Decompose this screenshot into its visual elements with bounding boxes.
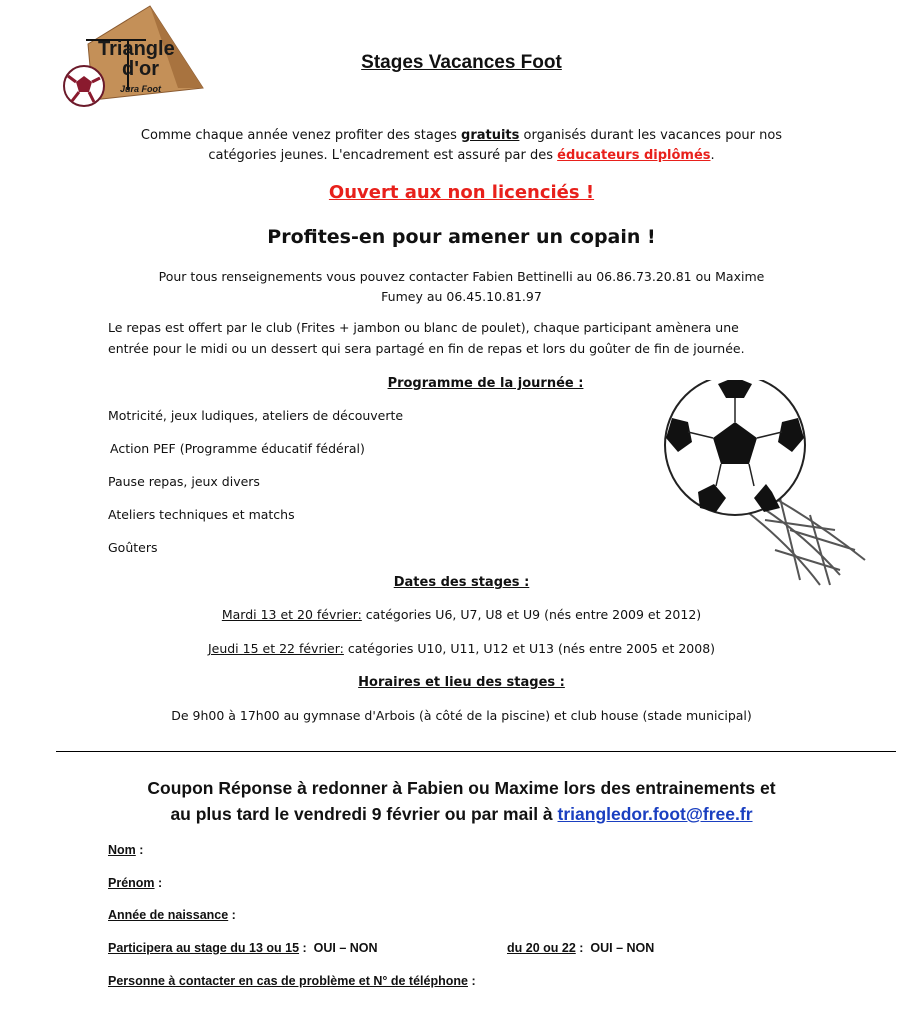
program-item: Pause repas, jeux divers (108, 474, 260, 489)
form-field-participation-1[interactable] (108, 941, 378, 955)
intro-text: Comme chaque année venez profiter des stages (140, 128, 462, 143)
program-item: Action PEF (Programme éducatif fédéral) (110, 441, 365, 456)
form-label-nom: Nom (108, 843, 136, 857)
meal-line-1: Le repas est offert par le club (Frites + jambon ou blanc de poulet), chaque participant amènera une (108, 320, 739, 335)
form-field-prenom[interactable] (108, 876, 162, 890)
program-item: Goûters (108, 540, 158, 555)
logo-text-jura: Jura Foot (120, 84, 162, 94)
form-colon: : (575, 941, 584, 955)
open-notice: Ouvert aux non licenciés ! (328, 182, 595, 203)
form-label-prenom: Prénom (108, 876, 155, 890)
intro-text: . (710, 148, 715, 163)
page-title: Stages Vacances Foot (361, 52, 562, 73)
meal-line-2: entrée pour le midi ou un dessert qui sera partagé en fin de repas et lors du goûter de fin de journée. (108, 341, 745, 356)
program-heading: Programme de la journée : (387, 376, 584, 391)
intro-line-1 (0, 126, 923, 146)
section-divider (56, 751, 896, 752)
intro-text: organisés durant les vacances pour nos (519, 128, 783, 143)
intro-line-2 (0, 146, 923, 166)
form-colon: : (228, 908, 236, 922)
intro-free-highlight: gratuits (461, 128, 520, 143)
intro-text: catégories jeunes. L'encadrement est assuré par des (208, 148, 558, 163)
coupon-line-2 (0, 801, 923, 827)
form-field-nom[interactable] (108, 843, 143, 857)
contact-line-2: Fumey au 06.45.10.81.97 (381, 289, 542, 304)
form-option-1[interactable]: OUI – NON (313, 941, 378, 955)
hours-heading: Horaires et lieu des stages : (358, 675, 565, 690)
dates-row-2 (0, 639, 923, 659)
hours-text: De 9h00 à 17h00 au gymnase d'Arbois (à côté de la piscine) et club house (stade municipal) (171, 708, 752, 723)
form-colon: : (135, 843, 144, 857)
logo-text-triangle: Triangle (98, 38, 175, 60)
dates-row-1-date: Mardi 13 et 20 février: (221, 607, 362, 622)
dates-row-2-text: catégories U10, U11, U12 et U13 (nés entre 2005 et 2008) (343, 641, 716, 656)
coupon-email-link[interactable]: triangledor.foot@free.fr (557, 804, 753, 824)
form-field-participation-2[interactable] (507, 941, 654, 955)
soccer-ball-icon (640, 380, 890, 600)
form-colon: : (154, 876, 163, 890)
form-label-contact: Personne à contacter en cas de problème et N° de téléphone (108, 974, 468, 988)
form-label-annee: Année de naissance (108, 908, 229, 922)
contact-line-1: Pour tous renseignements vous pouvez contacter Fabien Bettinelli au 06.86.73.20.81 ou Maxime (158, 269, 765, 284)
soccer-ball-illustration (640, 380, 890, 600)
form-label-participation-1: Participera au stage du 13 ou 15 (108, 941, 300, 955)
dates-row-1-text: catégories U6, U7, U8 et U9 (nés entre 2009 et 2012) (361, 607, 702, 622)
form-field-annee[interactable] (108, 908, 236, 922)
form-colon: : (467, 974, 476, 988)
form-colon: : (299, 941, 307, 955)
dates-row-1 (0, 605, 923, 625)
dates-row-2-date: Jeudi 15 et 22 février: (207, 641, 344, 656)
friend-notice: Profites-en pour amener un copain ! (267, 226, 656, 248)
form-label-participation-2: du 20 ou 22 (507, 941, 576, 955)
logo-text-dor: d'or (122, 58, 159, 80)
intro-educators-highlight: éducateurs diplômés (557, 148, 711, 163)
form-field-contact[interactable] (108, 974, 476, 988)
coupon-line-2-text: au plus tard le vendredi 9 février ou par mail à (170, 804, 558, 824)
dates-heading: Dates des stages : (393, 575, 530, 590)
form-option-2[interactable]: OUI – NON (590, 941, 655, 955)
program-item: Ateliers techniques et matchs (108, 507, 295, 522)
program-item: Motricité, jeux ludiques, ateliers de découverte (108, 408, 404, 423)
coupon-line-1: Coupon Réponse à redonner à Fabien ou Maxime lors des entrainements et (147, 778, 776, 798)
